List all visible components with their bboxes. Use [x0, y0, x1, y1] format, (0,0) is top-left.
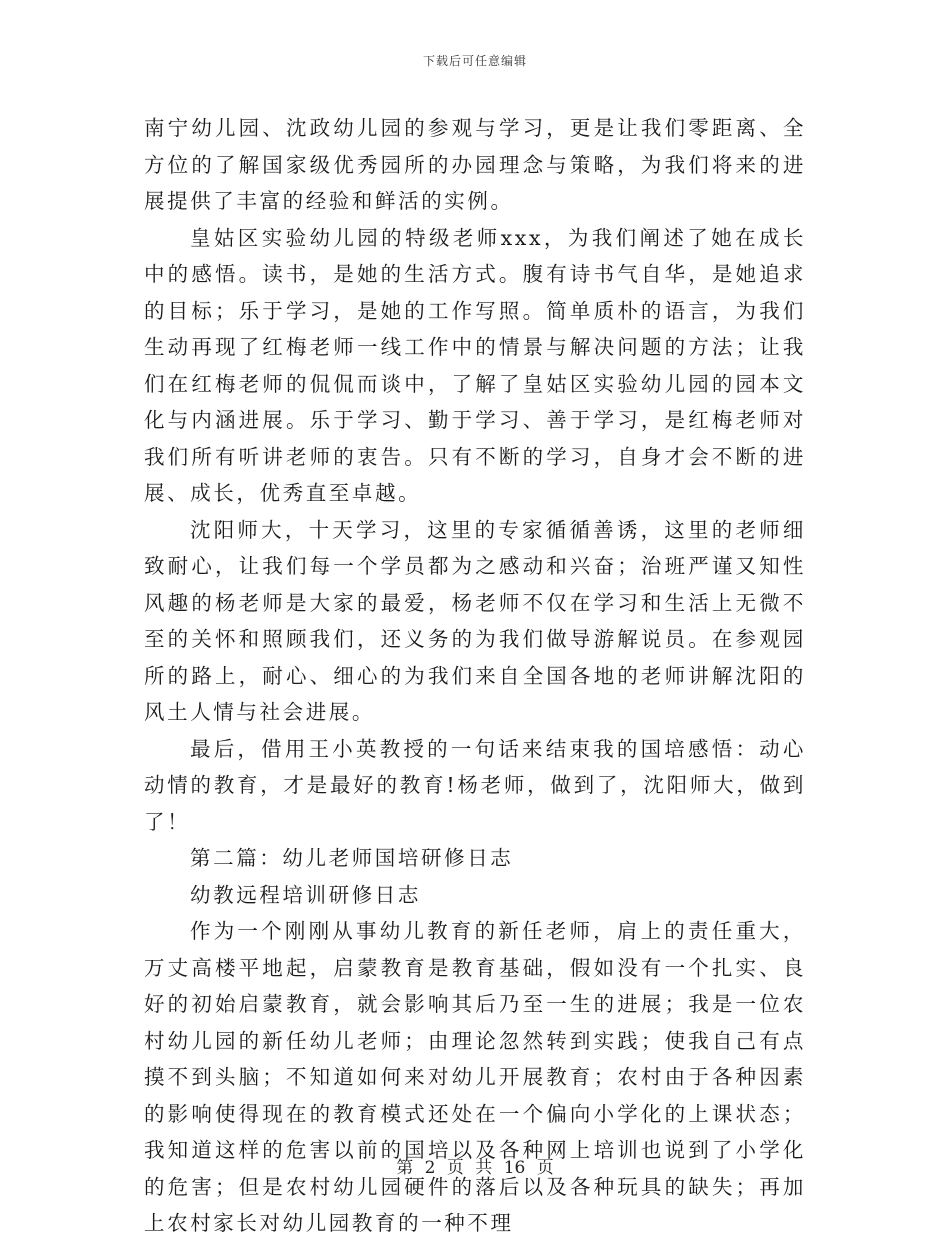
- document-body: [144, 110, 806, 1242]
- section-title: 第二篇：幼儿老师国培研修日志: [190, 846, 514, 870]
- section-subtitle: 幼教远程培训研修日志: [190, 882, 421, 907]
- paragraph-shenyang-normal: 沈阳师大，十天学习，这里的专家循循善诱，这里的老师细致耐心，让我们每一个学员都为之感动和兴奋；治班严谨又知性风趣的杨老师是大家的最爱，杨老师不仅在学习和生活上无微不至的关怀和照顾我们，还义务的为我们做导游解说员。在参观园所的路上，耐心、细心的为我们来自全国各地的老师讲解沈阳的风土人情与社会进展。: [144, 517, 806, 724]
- page-number-footer: 第 2 页 共 16 页: [396, 1158, 554, 1178]
- paragraph-new-teacher: 作为一个刚刚从事幼儿教育的新任老师，肩上的责任重大，万丈高楼平地起，启蒙教育是教育基础，假如没有一个扎实、良好的初始启蒙教育，就会影响其后乃至一生的进展；我是一位农村幼儿园的新任幼儿老师；由理论忽然转到实践；使我自己有点摸不到头脑；不知道如何来对幼儿开展教育；农村由于各种因素的影响使得现在的教育模式还处在一个偏向小学化的上课状态；我知道这样的危害以前的国培以及各种网上培训也说到了小学化的危害；但是农村幼儿园硬件的落后以及各种玩具的缺失；再加上农村家长对幼儿园教育的一种不理: [144, 919, 806, 1235]
- page-header-note: 下载后可任意编辑: [422, 54, 527, 68]
- paragraph-conclusion: 最后，借用王小英教授的一句话来结束我的国培感悟：动心动情的教育，才是最好的教育!杨老师，做到了，沈阳师大，做到了！: [144, 736, 806, 834]
- paragraph-visit-kindergartens: 南宁幼儿园、沈政幼儿园的参观与学习，更是让我们零距离、全方位的了解国家级优秀园所的办园理念与策略，为我们将来的进展提供了丰富的经验和鲜活的实例。: [144, 116, 806, 213]
- paragraph-special-teacher: 皇姑区实验幼儿园的特级老师xxx，为我们阐述了她在成长中的感悟。读书，是她的生活方式。腹有诗书气自华，是她追求的目标；乐于学习，是她的工作写照。简单质朴的语言，为我们生动再现了红梅老师一线工作中的情景与解决问题的方法；让我们在红梅老师的侃侃而谈中，了解了皇姑区实验幼儿园的园本文化与内涵进展。乐于学习、勤于学习、善于学习，是红梅老师对我们所有听讲老师的衷告。只有不断的学习，自身才会不断的进展、成长，优秀直至卓越。: [144, 225, 806, 505]
